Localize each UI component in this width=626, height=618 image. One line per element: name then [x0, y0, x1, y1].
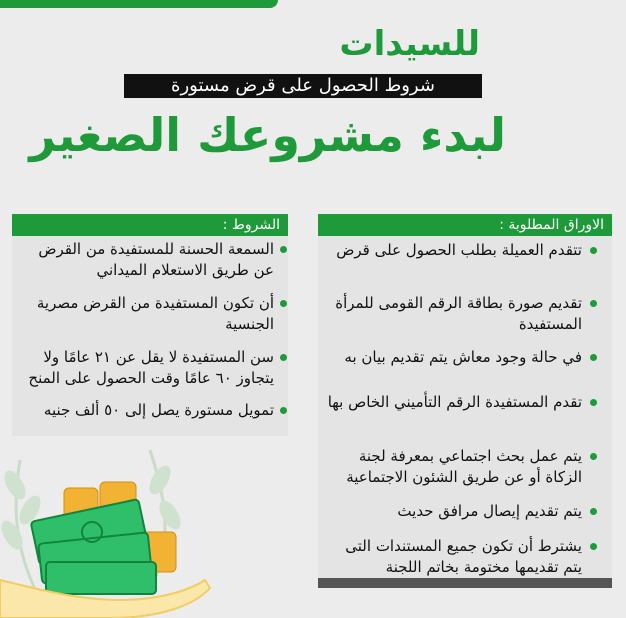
title-loan-conditions: شروط الحصول على قرض مستورة	[124, 74, 482, 98]
condition-item: تمويل مستورة يصل إلى ٥٠ ألف جنيه	[43, 401, 274, 419]
condition-item: أن تكون المستفيدة من القرض مصرية الجنسية	[36, 294, 274, 333]
bullet-icon	[280, 246, 287, 253]
document-item: يتم تقديم إيصال مرافق حديث	[397, 502, 582, 520]
bullet-icon	[280, 407, 287, 414]
bullet-icon	[590, 453, 597, 460]
document-item: يشترط أن تكون جميع المستندات التى يتم تقديمها مختومة بخاتم اللجنة	[345, 537, 582, 576]
bullet-icon	[590, 354, 597, 361]
conditions-header: الشروط :	[12, 214, 288, 236]
document-item: تقديم صورة بطاقة الرقم القومى للمرأة المستفيدة	[335, 294, 582, 333]
document-item: يتم عمل بحث اجتماعي بمعرفة لجنة الزكاة أو عن طريق الشئون الاجتماعية	[346, 447, 582, 486]
documents-header: الاوراق المطلوبة :	[318, 214, 612, 236]
documents-panel-footer	[318, 578, 612, 588]
condition-item: سن المستفيدة لا يقل عن ٢١ عامًا ولا يتجاوز ٦٠ عامًا وقت الحصول على المنح	[28, 348, 274, 387]
document-item: تقدم المستفيدة الرقم التأميني الخاص بها	[327, 393, 582, 411]
bullet-icon	[590, 543, 597, 550]
document-item: في حالة وجود معاش يتم تقديم بيان به	[344, 348, 582, 366]
bullet-icon	[280, 300, 287, 307]
title-start-project: لبدء مشروعك الصغير	[29, 108, 506, 162]
bullet-icon	[590, 399, 597, 406]
bullet-icon	[590, 300, 597, 307]
hand-with-money-illustration	[0, 440, 260, 618]
title-women: للسيدات	[339, 24, 480, 64]
top-accent-bar	[0, 0, 278, 8]
bullet-icon	[280, 354, 287, 361]
bullet-icon	[590, 508, 597, 515]
document-item: تتقدم العميلة بطلب الحصول على قرض	[336, 241, 582, 259]
bullet-icon	[590, 247, 597, 254]
condition-item: السمعة الحسنة للمستفيدة من القرض عن طريق الاستعلام الميداني	[38, 240, 274, 279]
